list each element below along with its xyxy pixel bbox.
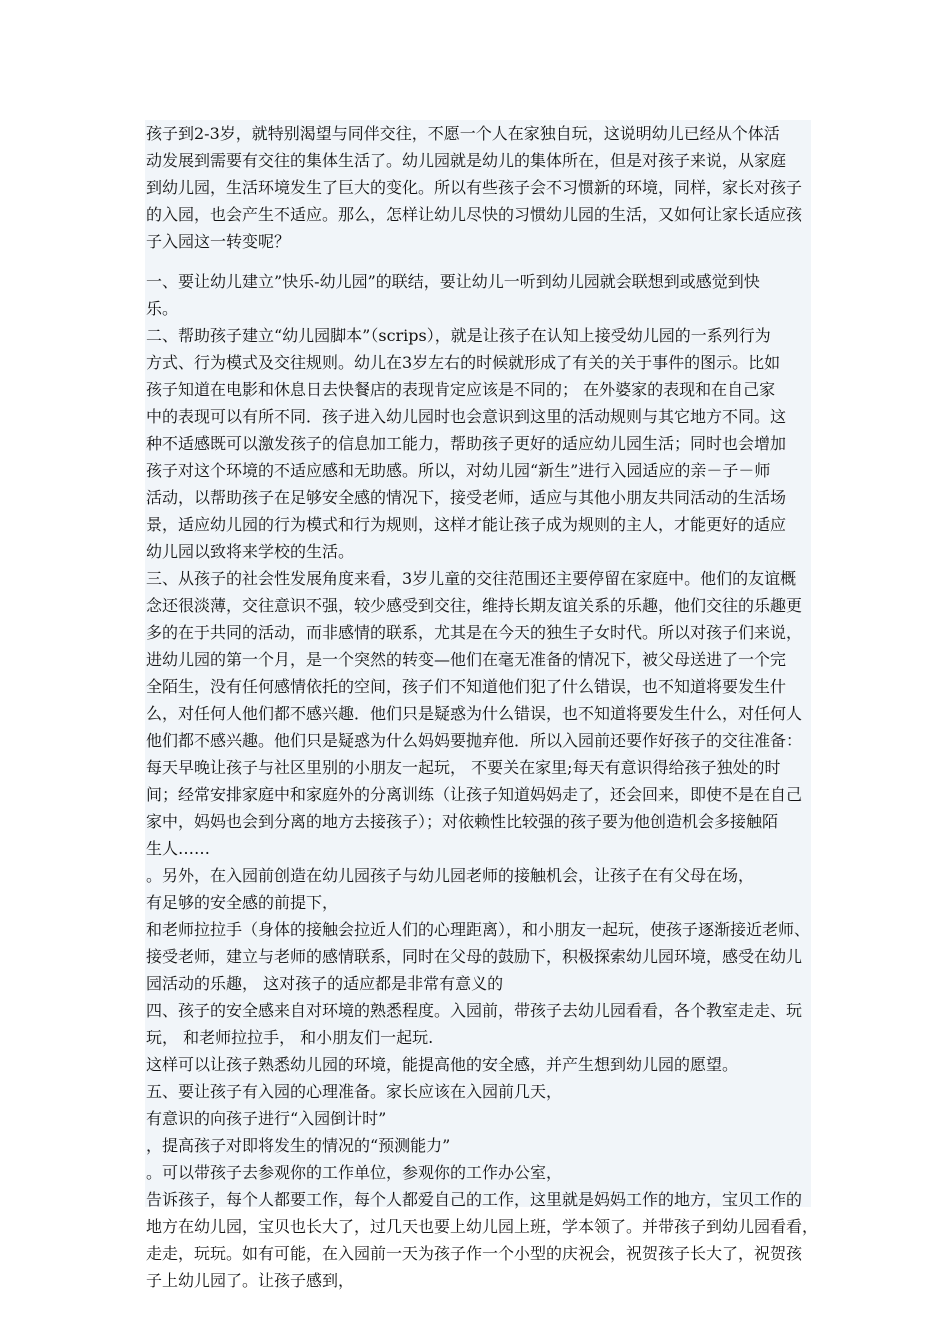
text-line: 景，适应幼儿园的行为模式和行为规则，这样才能让孩子成为规则的主人，才能更好的适应	[146, 515, 787, 534]
text-line: 走走，玩玩。如有可能，在入园前一天为孩子作一个小型的庆祝会，祝贺孩子长大了，祝贺孩	[146, 1244, 803, 1263]
text-line: 幼儿园以致将来学校的生活。	[146, 542, 355, 561]
text-line: 这样可以让孩子熟悉幼儿园的环境，能提高他的安全感，并产生想到幼儿园的愿望。	[146, 1055, 739, 1074]
text-line: 的入园，也会产生不适应。那么，怎样让幼儿尽快的习惯幼儿园的生活，又如何让家长适应孩	[146, 205, 803, 224]
text-line: 家中，妈妈也会到分离的地方去接孩子）；对依赖性比较强的孩子要为他创造机会多接触陌	[146, 812, 779, 831]
text-line: 念还很淡薄，交往意识不强，较少感受到交往，维持长期友谊关系的乐趣，他们交往的乐趣更	[146, 596, 803, 615]
text-line: 生人……	[146, 839, 211, 858]
text-line: 有足够的安全感的前提下，	[146, 893, 339, 912]
text-line: 园活动的乐趣， 这对孩子的适应都是非常有意义的	[146, 974, 504, 993]
text-line: 三、从孩子的社会性发展角度来看，3岁儿童的交往范围还主要停留在家庭中。他们的友谊概	[146, 569, 797, 588]
text-line: 他们都不感兴趣。他们只是疑惑为什么妈妈要抛弃他．所以入园前还要作好孩子的交往准备：	[146, 731, 803, 750]
text-line: 动发展到需要有交往的集体生活了。幼儿园就是幼儿的集体所在，但是对孩子来说，从家庭	[146, 151, 787, 170]
text-line: 中的表现可以有所不同．孩子进入幼儿园时也会意识到这里的活动规则与其它地方不同。这	[146, 407, 787, 426]
text-line: 孩子对这个环境的不适应感和无助感。所以，对幼儿园“新生”进行入园适应的亲－子－师	[146, 461, 771, 480]
text-line: 种不适感既可以激发孩子的信息加工能力，帮助孩子更好的适应幼儿园生活；同时也会增加	[146, 434, 787, 453]
text-line: 方式、行为模式及交往规则。幼儿在3岁左右的时候就形成了有关的关于事件的图示。比如	[146, 353, 781, 372]
text-line: 孩子到2-3岁，就特别渴望与同伴交往，不愿一个人在家独自玩，这说明幼儿已经从个体活	[146, 124, 780, 143]
text-line: 间；经常安排家庭中和家庭外的分离训练（让孩子知道妈妈走了，还会回来，即使不是在自己	[146, 785, 803, 804]
text-line: 四、孩子的安全感来自对环境的熟悉程度。入园前，带孩子去幼儿园看看，各个教室走走、玩	[146, 1001, 803, 1020]
text-line: 和老师拉拉手（身体的接触会拉近人们的心理距离），和小朋友一起玩，使孩子逐渐接近老师、	[146, 920, 811, 939]
text-line: 。另外，在入园前创造在幼儿园孩子与幼儿园老师的接触机会，让孩子在有父母在场，	[146, 866, 755, 885]
text-line: 乐。	[146, 299, 179, 318]
text-line: 孩子知道在电影和休息日去快餐店的表现肯定应该是不同的； 在外婆家的表现和在自己家	[146, 380, 776, 399]
text-line: 进幼儿园的第一个月，是一个突然的转变—他们在毫无准备的情况下，被父母送进了一个完	[146, 650, 787, 669]
article-text-block	[145, 120, 819, 1290]
text-line: 一、要让幼儿建立”快乐-幼儿园”的联结，要让幼儿一听到幼儿园就会联想到或感觉到快	[146, 272, 760, 291]
text-line: 每天早晚让孩子与社区里别的小朋友一起玩， 不要关在家里;每天有意识得给孩子独处的时	[146, 758, 781, 777]
text-line: 二、帮助孩子建立“幼儿园脚本”（scrips），就是让孩子在认知上接受幼儿园的一系列行为	[146, 326, 771, 345]
text-line: 子上幼儿园了。让孩子感到，	[146, 1271, 355, 1290]
text-line: 多的在于共同的活动，而非感情的联系，尤其是在今天的独生子女时代。所以对孩子们来说，	[146, 623, 803, 642]
text-line: ，提高孩子对即将发生的情况的“预测能力”	[146, 1136, 451, 1155]
text-line: 告诉孩子，每个人都要工作，每个人都爱自己的工作，这里就是妈妈工作的地方，宝贝工作的	[146, 1190, 803, 1209]
text-line: 到幼儿园，生活环境发生了巨大的变化。所以有些孩子会不习惯新的环境，同样，家长对孩子	[146, 178, 803, 197]
text-line: 全陌生，没有任何感情依托的空间，孩子们不知道他们犯了什么错误，也不知道将要发生什	[146, 677, 787, 696]
text-line: 五、要让孩子有入园的心理准备。家长应该在入园前几天，	[146, 1082, 563, 1101]
text-line: 。可以带孩子去参观你的工作单位，参观你的工作办公室，	[146, 1163, 563, 1182]
text-line: 玩， 和老师拉拉手， 和小朋友们一起玩.	[146, 1028, 434, 1047]
text-line: 子入园这一转变呢？	[146, 232, 291, 251]
text-line: 接受老师，建立与老师的感情联系，同时在父母的鼓励下，积极探索幼儿园环境，感受在幼儿	[146, 947, 803, 966]
text-line: 地方在幼儿园，宝贝也长大了，过几天也要上幼儿园上班，学本领了。并带孩子到幼儿园看看，	[146, 1217, 819, 1236]
text-line: 活动，以帮助孩子在足够安全感的情况下，接受老师，适应与其他小朋友共同活动的生活场	[146, 488, 787, 507]
text-line: 么，对任何人他们都不感兴趣．他们只是疑惑为什么错误，也不知道将要发生什么，对任何人	[146, 704, 803, 723]
text-line: 有意识的向孩子进行“入园倒计时”	[146, 1109, 387, 1128]
